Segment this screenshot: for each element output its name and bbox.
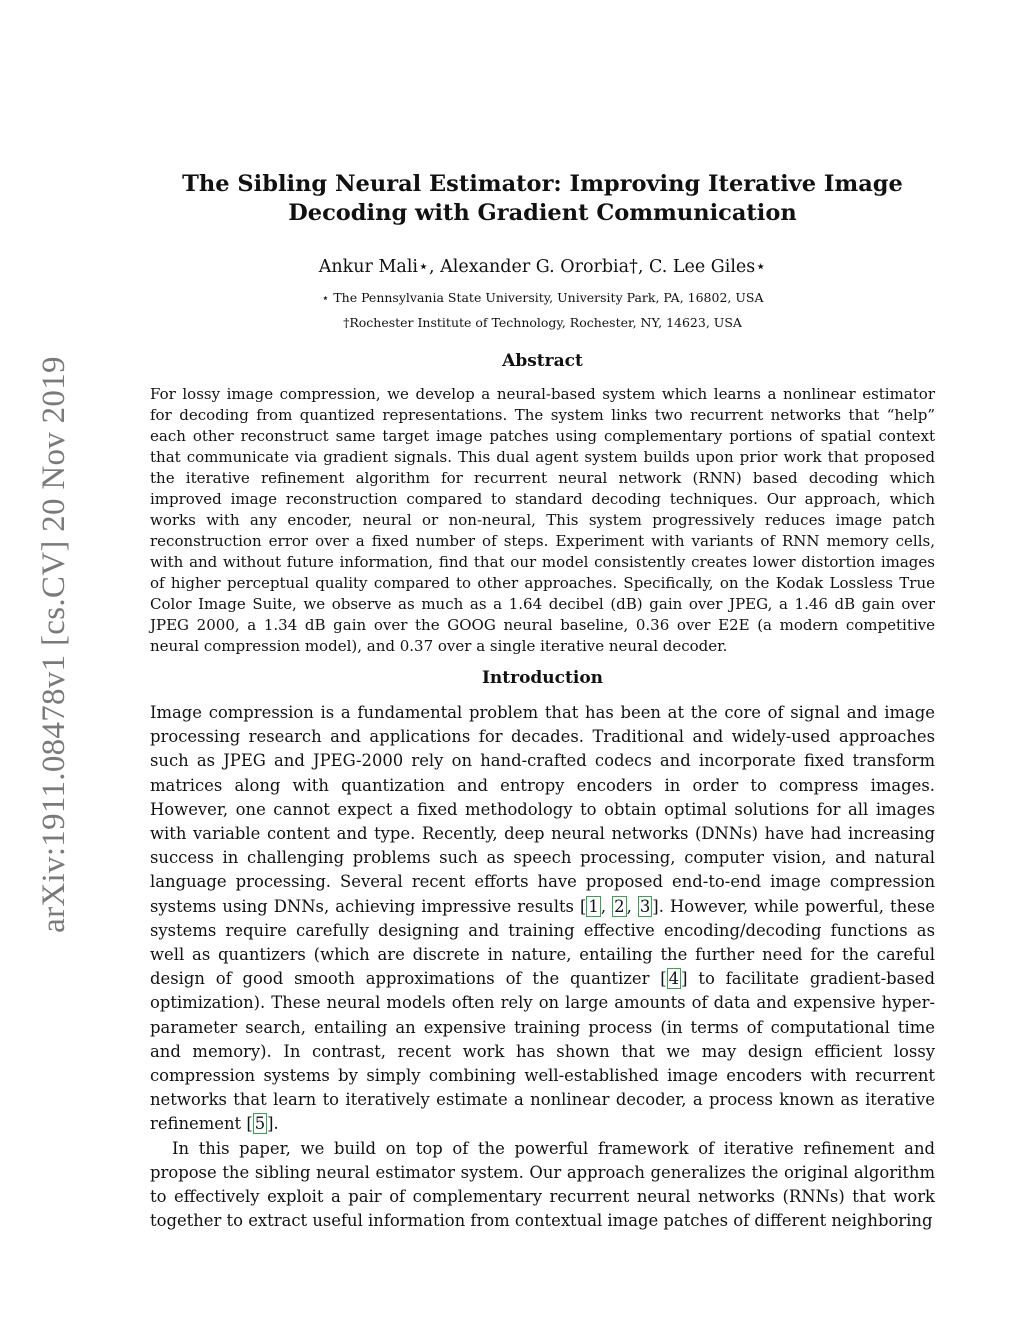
citation-link[interactable]: 1 (588, 896, 599, 916)
abstract-heading: Abstract (502, 351, 583, 371)
title-line-2: Decoding with Gradient Communication (288, 200, 797, 226)
intro-heading: Introduction (481, 668, 604, 688)
arxiv-sidebar (34, 344, 74, 944)
arxiv-stamp: arXiv:1911.08478v1 [cs.CV] 20 Nov 2019 (35, 355, 72, 933)
intro-body (150, 701, 935, 1233)
citation-link[interactable]: 2 (614, 896, 625, 916)
abstract-text: For lossy image compression, we develop a neural-based system which learns a nonlinear estimator for decoding from quantized representations. The system links two recurrent networks that “help” each other reconstruct same target image patches using complementary portions of spatial context that communicate via gradient signals. This dual agent system builds upon prior work that proposed the iterative refinement algorithm for recurrent neural network (RNN) based decoding which improved image reconstruction compared to standard decoding techniques. Our approach, which works with any encoder, neural or non-neural, This system progressively reduces image patch reconstruction error over a fixed number of steps. Experiment with variants of RNN memory cells, with and without future information, find that our model consistently creates lower distortion images of higher perceptual quality compared to other approaches. Specifically, on the Kodak Lossless True Color Image Suite, we observe as much as a 1.64 decibel (dB) gain over JPEG, a 1.46 dB gain over JPEG 2000, a 1.34 dB gain over the GOOG neural baseline, 0.36 over E2E (a modern competitive neural compression model), and 0.37 over a single iterative neural decoder. (150, 385, 935, 655)
intro-paragraph-1: Image compression is a fundamental problem that has been at the core of signal and image processing research and applications for decades. Traditional and widely-used approaches such as JPEG and JPEG-2000 rely on hand-crafted codecs and incorporate fixed transform matrices along with quantization and entropy encoders in order to compress images. However, one cannot expect a fixed methodology to obtain optimal solutions for all images with variable content and type. Recently, deep neural networks (DNNs) have had increasing success in challenging problems such as speech processing, computer vision, and natural language processing. Several recent efforts have proposed end-to-end image compression systems using DNNs, achieving impressive results [ 1 , 2 , 3 ]. However, while powerful, these systems require carefully designing and training effective encoding/decoding functions as well as quantizers (which are discrete in nature, entailing the further need for the careful design of good smooth approximations of the quantizer [ 4 ] to facilitate gradient-based optimization). These neural models often rely on large amounts of data and expensive hyper-parameter search, entailing an expensive training process (in terms of computational time and memory). In contrast, recent work has shown that we may design efficient lossy compression systems by simply combining well-established image encoders with recurrent networks that learn to iteratively estimate a nonlinear decoder, a process known as iterative refinement [ 5 ]. (150, 703, 935, 1134)
affiliation-2: †Rochester Institute of Technology, Rochester, NY, 14623, USA (343, 315, 742, 330)
paper-title (150, 170, 935, 228)
citation-link[interactable]: 5 (254, 1114, 266, 1134)
title-line-1: The Sibling Neural Estimator: Improving Iterative Image (182, 171, 903, 197)
citation-link[interactable]: 3 (639, 896, 651, 916)
affiliation-1: ⋆ The Pennsylvania State University, University Park, PA, 16802, USA (321, 290, 764, 305)
authors: Ankur Mali⋆, Alexander G. Ororbia†, C. Lee Giles⋆ (318, 257, 767, 277)
citation-link[interactable]: 4 (668, 969, 680, 989)
intro-paragraph-2: In this paper, we build on top of the powerful framework of iterative refinement and propose the sibling neural estimator system. Our approach generalizes the original algorithm to effectively exploit a pair of complementary recurrent neural networks (RNNs) that work together to extract useful information from contextual image patches of different neighboring (150, 1138, 935, 1231)
